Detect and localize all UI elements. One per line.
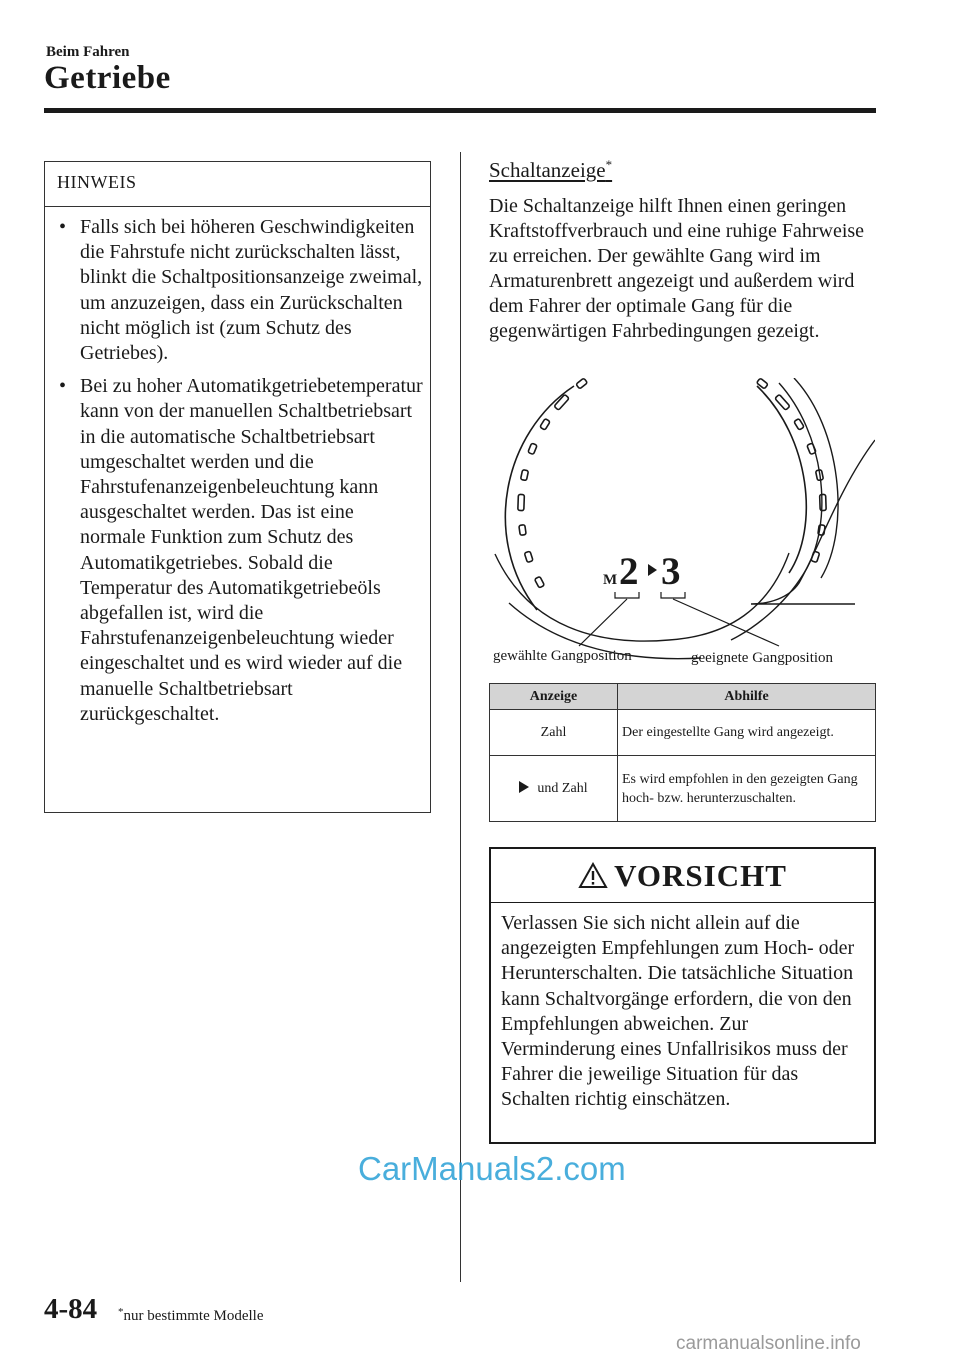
suggested-gear-label: geeignete Gangposition xyxy=(691,650,834,666)
bullet-icon: • xyxy=(59,375,67,398)
legend-table xyxy=(489,683,876,822)
note-list xyxy=(45,207,430,727)
gear-display xyxy=(603,550,685,598)
shift-arrow-icon xyxy=(519,781,529,793)
callout-line-suggested xyxy=(673,599,779,646)
mode-letter: M xyxy=(603,572,618,588)
gauge-tick xyxy=(775,394,790,410)
section-label: Beim Fahren xyxy=(46,44,130,60)
table-header-row xyxy=(490,684,876,710)
shift-arrow-icon xyxy=(648,564,657,576)
caution-box xyxy=(489,847,876,1144)
table-cell-display-text: und Zahl xyxy=(537,781,588,796)
gauge-tick xyxy=(576,378,588,389)
gauge-tick xyxy=(524,551,533,562)
note-box xyxy=(44,161,431,813)
table-row xyxy=(490,710,876,756)
table-row xyxy=(490,756,876,822)
gauge-tick xyxy=(554,394,569,410)
shift-indicator-heading-text: Schaltanzeige xyxy=(489,158,606,182)
asterisk-icon: * xyxy=(605,157,613,172)
gauge-inner-arc xyxy=(495,553,789,641)
instrument-cluster-figure xyxy=(489,378,875,674)
asterisk-icon: * xyxy=(118,1306,124,1318)
bullet-icon: • xyxy=(59,216,67,238)
gauge-ring-right xyxy=(757,386,806,573)
caution-heading xyxy=(491,849,874,903)
gauge-tick xyxy=(820,494,827,510)
site-watermark: carmanualsonline.info xyxy=(676,1333,861,1354)
shift-indicator-heading xyxy=(489,158,612,183)
gauge-tick xyxy=(794,418,804,430)
gauge-tick xyxy=(540,418,550,430)
header-rule xyxy=(44,108,876,113)
callout-line-selected xyxy=(579,599,627,646)
gauge-tick xyxy=(535,576,545,588)
gauge-tick xyxy=(521,470,529,481)
table-cell-remedy: Es wird empfohlen in den gezeigten Gang hoch- bzw. herunterzuschalten. xyxy=(618,756,876,822)
shift-indicator-intro: Die Schaltanzeige hilft Ihnen einen geringen Kraftstoffverbrauch und eine ruhige Fahrweise zu erreichen. Der gewählte Gang wird im Armaturenbrett angezeigt und außerdem wird dem Fahrer der optimale Gang für die gegenwärtigen Fahrbedingungen gezeigt. xyxy=(489,195,865,342)
table-cell-display: Zahl xyxy=(490,710,618,756)
table-cell-display xyxy=(490,756,618,822)
caution-text: Verlassen Sie sich nicht allein auf die angezeigten Empfehlungen zum Hoch- oder Herunterschalten. Die tatsächliche Situation kann Schaltvorgänge erfordern, die von den Empfehlungen abweichen. Zur Verminderung eines Unfallrisikos muss der Fahrer die jeweilige Situation für das Schalten richtig einschätzen. xyxy=(501,912,855,1111)
suggested-gear-digit: 3 xyxy=(661,550,681,593)
page-title: Getriebe xyxy=(44,60,171,96)
footnote-text: nur bestimmte Modelle xyxy=(123,1308,264,1324)
footnote xyxy=(118,1308,263,1325)
column-divider xyxy=(460,152,461,1282)
note-item xyxy=(57,374,424,727)
selected-gear-label: gewählte Gangposition xyxy=(493,648,632,664)
table-header-display: Anzeige xyxy=(490,684,618,710)
selected-gear-digit: 2 xyxy=(619,550,639,593)
warning-triangle-icon xyxy=(578,862,608,889)
note-heading: HINWEIS xyxy=(45,162,430,207)
note-item-text: Bei zu hoher Automatikgetriebetemperatur kann von der manuellen Schaltbetriebsart in die automatische Schaltbetriebsart umgeschaltet werden und die Fahrstufenanzeigenbeleuchtung kann ausgeschaltet werden. Das ist eine normale Funktion zum Schutz des Automatikgetriebes. Sobald die Temperatur des Automatikgetriebeöls abgefallen ist, wird die Fahrstufenanzeigenbeleuchtung wieder eingeschaltet und es wird wieder auf die manuelle Schaltbetriebsart zurückgeschaltet. xyxy=(80,375,423,725)
dashboard-panel xyxy=(751,440,875,604)
note-item xyxy=(57,215,424,366)
watermark: CarManuals2.com xyxy=(358,1150,626,1187)
caution-title: VORSICHT xyxy=(614,857,787,893)
note-item-text: Falls sich bei höheren Geschwindigkeiten die Fahrstufe nicht zurückschalten lässt, blinkt die Schaltpositionsanzeige zweimal, um anzuzeigen, dass ein Zurückschalten nicht möglich ist (zum Schutz des Getriebes). xyxy=(80,216,423,365)
gauge-tick xyxy=(519,525,526,536)
page-number: 4-84 xyxy=(44,1293,98,1325)
table-header-remedy: Abhilfe xyxy=(618,684,876,710)
table-cell-remedy: Der eingestellte Gang wird angezeigt. xyxy=(618,710,876,756)
dashboard-curve xyxy=(731,383,822,640)
gauge-tick xyxy=(518,494,525,510)
gauge-tick xyxy=(528,443,537,455)
